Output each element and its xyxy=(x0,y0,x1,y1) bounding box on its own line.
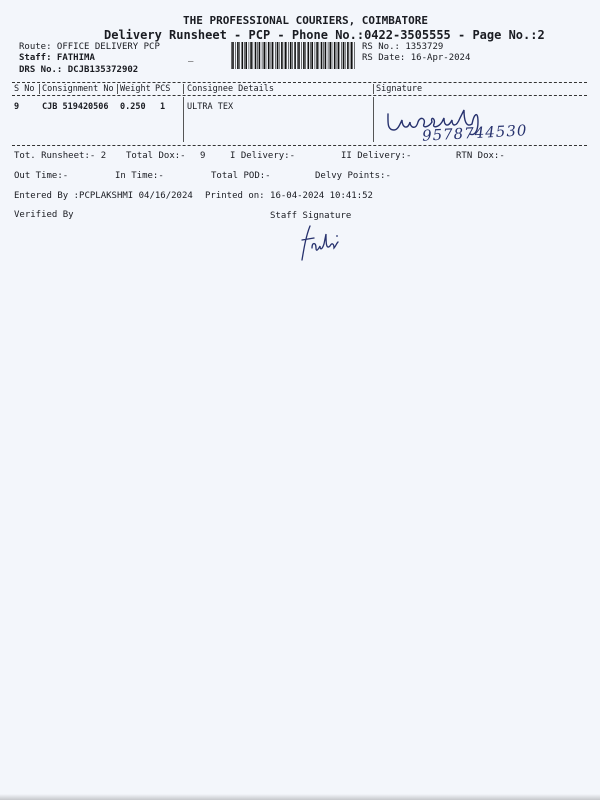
barcode-bar xyxy=(239,42,240,69)
col-header-weight: Weight xyxy=(120,84,151,94)
barcode-bar xyxy=(303,42,305,69)
table-divider xyxy=(373,84,374,94)
out-time-label: Out Time:- xyxy=(14,171,69,181)
barcode-bar xyxy=(271,42,272,69)
cell-pcs: 1 xyxy=(160,102,166,112)
col-header-pcs: PCS xyxy=(155,84,171,94)
route-label: Route: OFFICE DELIVERY PCP xyxy=(19,42,160,52)
barcode-bar xyxy=(343,42,345,69)
barcode-bar xyxy=(315,42,316,69)
in-time-label: In Time:- xyxy=(115,171,164,181)
barcode-bar xyxy=(231,42,232,69)
tot-runsheet: Tot. Runsheet:- 2 xyxy=(14,151,107,161)
barcode-bar xyxy=(244,42,245,69)
cell-weight: 0.250 xyxy=(120,102,146,112)
barcode-bar xyxy=(259,42,261,69)
staff-label: Staff: FATHIMA xyxy=(19,53,95,63)
barcode-bar xyxy=(354,42,355,69)
table-divider xyxy=(183,97,184,142)
barcode-bar xyxy=(268,42,270,69)
barcode-bar xyxy=(288,42,289,69)
barcode-bar xyxy=(279,42,280,69)
table-top-rule xyxy=(12,82,587,83)
barcode-bar xyxy=(242,42,244,69)
barcode-bar xyxy=(264,42,266,69)
table-divider xyxy=(373,97,374,142)
barcode-bar xyxy=(284,42,285,69)
verified-by-label: Verified By xyxy=(14,210,74,220)
i-delivery-label: I Delivery:- xyxy=(230,151,296,161)
rtn-dox-label: RTN Dox:- xyxy=(456,151,505,161)
barcode-bar xyxy=(297,42,298,69)
barcode-bar xyxy=(298,42,300,69)
receiver-phone: 9578744530 xyxy=(421,121,528,145)
barcode-bar xyxy=(237,42,239,69)
barcode-bar xyxy=(292,42,293,69)
staff-signature-mark xyxy=(296,220,346,264)
barcode-bar xyxy=(301,42,302,69)
barcode-bar xyxy=(319,42,320,69)
barcode-bar xyxy=(245,42,247,69)
printed-on: Printed on: 16-04-2024 10:41:52 xyxy=(205,191,373,201)
barcode-bar xyxy=(294,42,296,69)
barcode-bar xyxy=(235,42,236,69)
document-title: Delivery Runsheet - PCP - Phone No.:0422-3505555 - Page No.:2 xyxy=(104,28,545,42)
entered-by: Entered By :PCPLAKSHMI 04/16/2024 xyxy=(14,191,193,201)
barcode-bar xyxy=(345,42,346,69)
barcode-bar xyxy=(351,42,353,69)
cell-consignment: CJB 519420506 xyxy=(42,102,109,112)
ii-delivery-label: II Delivery:- xyxy=(341,151,412,161)
barcode-bar xyxy=(232,42,234,69)
barcode-bar xyxy=(272,42,274,69)
barcode-bar xyxy=(325,42,327,69)
dash-mark: — xyxy=(188,57,194,67)
barcode-bar xyxy=(262,42,263,69)
barcode-bar xyxy=(285,42,287,69)
barcode-bar xyxy=(334,42,336,69)
cell-sno: 9 xyxy=(14,102,20,112)
barcode-bar xyxy=(255,42,257,69)
barcode-bar xyxy=(321,42,323,69)
barcode-bar xyxy=(316,42,318,69)
barcode-bar xyxy=(257,42,258,69)
barcode-bar xyxy=(310,42,311,69)
barcode-bar xyxy=(311,42,313,69)
barcode-bar xyxy=(350,42,351,69)
table-divider xyxy=(183,84,184,94)
table-divider xyxy=(39,84,40,94)
barcode-bar xyxy=(330,42,332,69)
col-header-sno: S No xyxy=(14,84,35,94)
cell-consignee: ULTRA TEX xyxy=(187,102,234,112)
barcode-bar xyxy=(332,42,333,69)
barcode-bar xyxy=(341,42,342,69)
barcode-bar xyxy=(338,42,340,69)
scan-edge-shadow xyxy=(0,794,600,800)
total-pod-label: Total POD:- xyxy=(211,171,271,181)
barcode-bar xyxy=(253,42,254,69)
company-name: THE PROFESSIONAL COURIERS, COIMBATORE xyxy=(183,14,429,27)
delvy-points-label: Delvy Points:- xyxy=(315,171,391,181)
barcode-bar xyxy=(277,42,279,69)
col-header-consignee: Consignee Details xyxy=(187,84,274,94)
barcode-bar xyxy=(275,42,276,69)
rs-number: RS No.: 1353729 xyxy=(362,42,444,52)
barcode-bar xyxy=(249,42,250,69)
barcode-bar xyxy=(250,42,252,69)
barcode-bar xyxy=(337,42,338,69)
barcode-image xyxy=(231,42,357,69)
col-header-consignment: Consignment No xyxy=(42,84,114,94)
col-header-signature: Signature xyxy=(376,84,423,94)
barcode-bar xyxy=(281,42,283,69)
table-bottom-rule xyxy=(12,145,587,146)
barcode-bar xyxy=(328,42,329,69)
table-divider xyxy=(117,84,118,94)
barcode-bar xyxy=(266,42,267,69)
table-header-rule xyxy=(12,95,587,96)
rs-date: RS Date: 16-Apr-2024 xyxy=(362,53,471,63)
total-dox-label: Total Dox:- xyxy=(126,151,186,161)
barcode-bar xyxy=(290,42,292,69)
total-dox-value: 9 xyxy=(200,151,206,161)
barcode-bar xyxy=(308,42,310,69)
staff-signature-label: Staff Signature xyxy=(270,211,352,221)
barcode-bar xyxy=(305,42,306,69)
barcode-bar xyxy=(347,42,349,69)
barcode-bar xyxy=(323,42,324,69)
drs-number: DRS No.: DCJB135372902 xyxy=(19,65,139,75)
